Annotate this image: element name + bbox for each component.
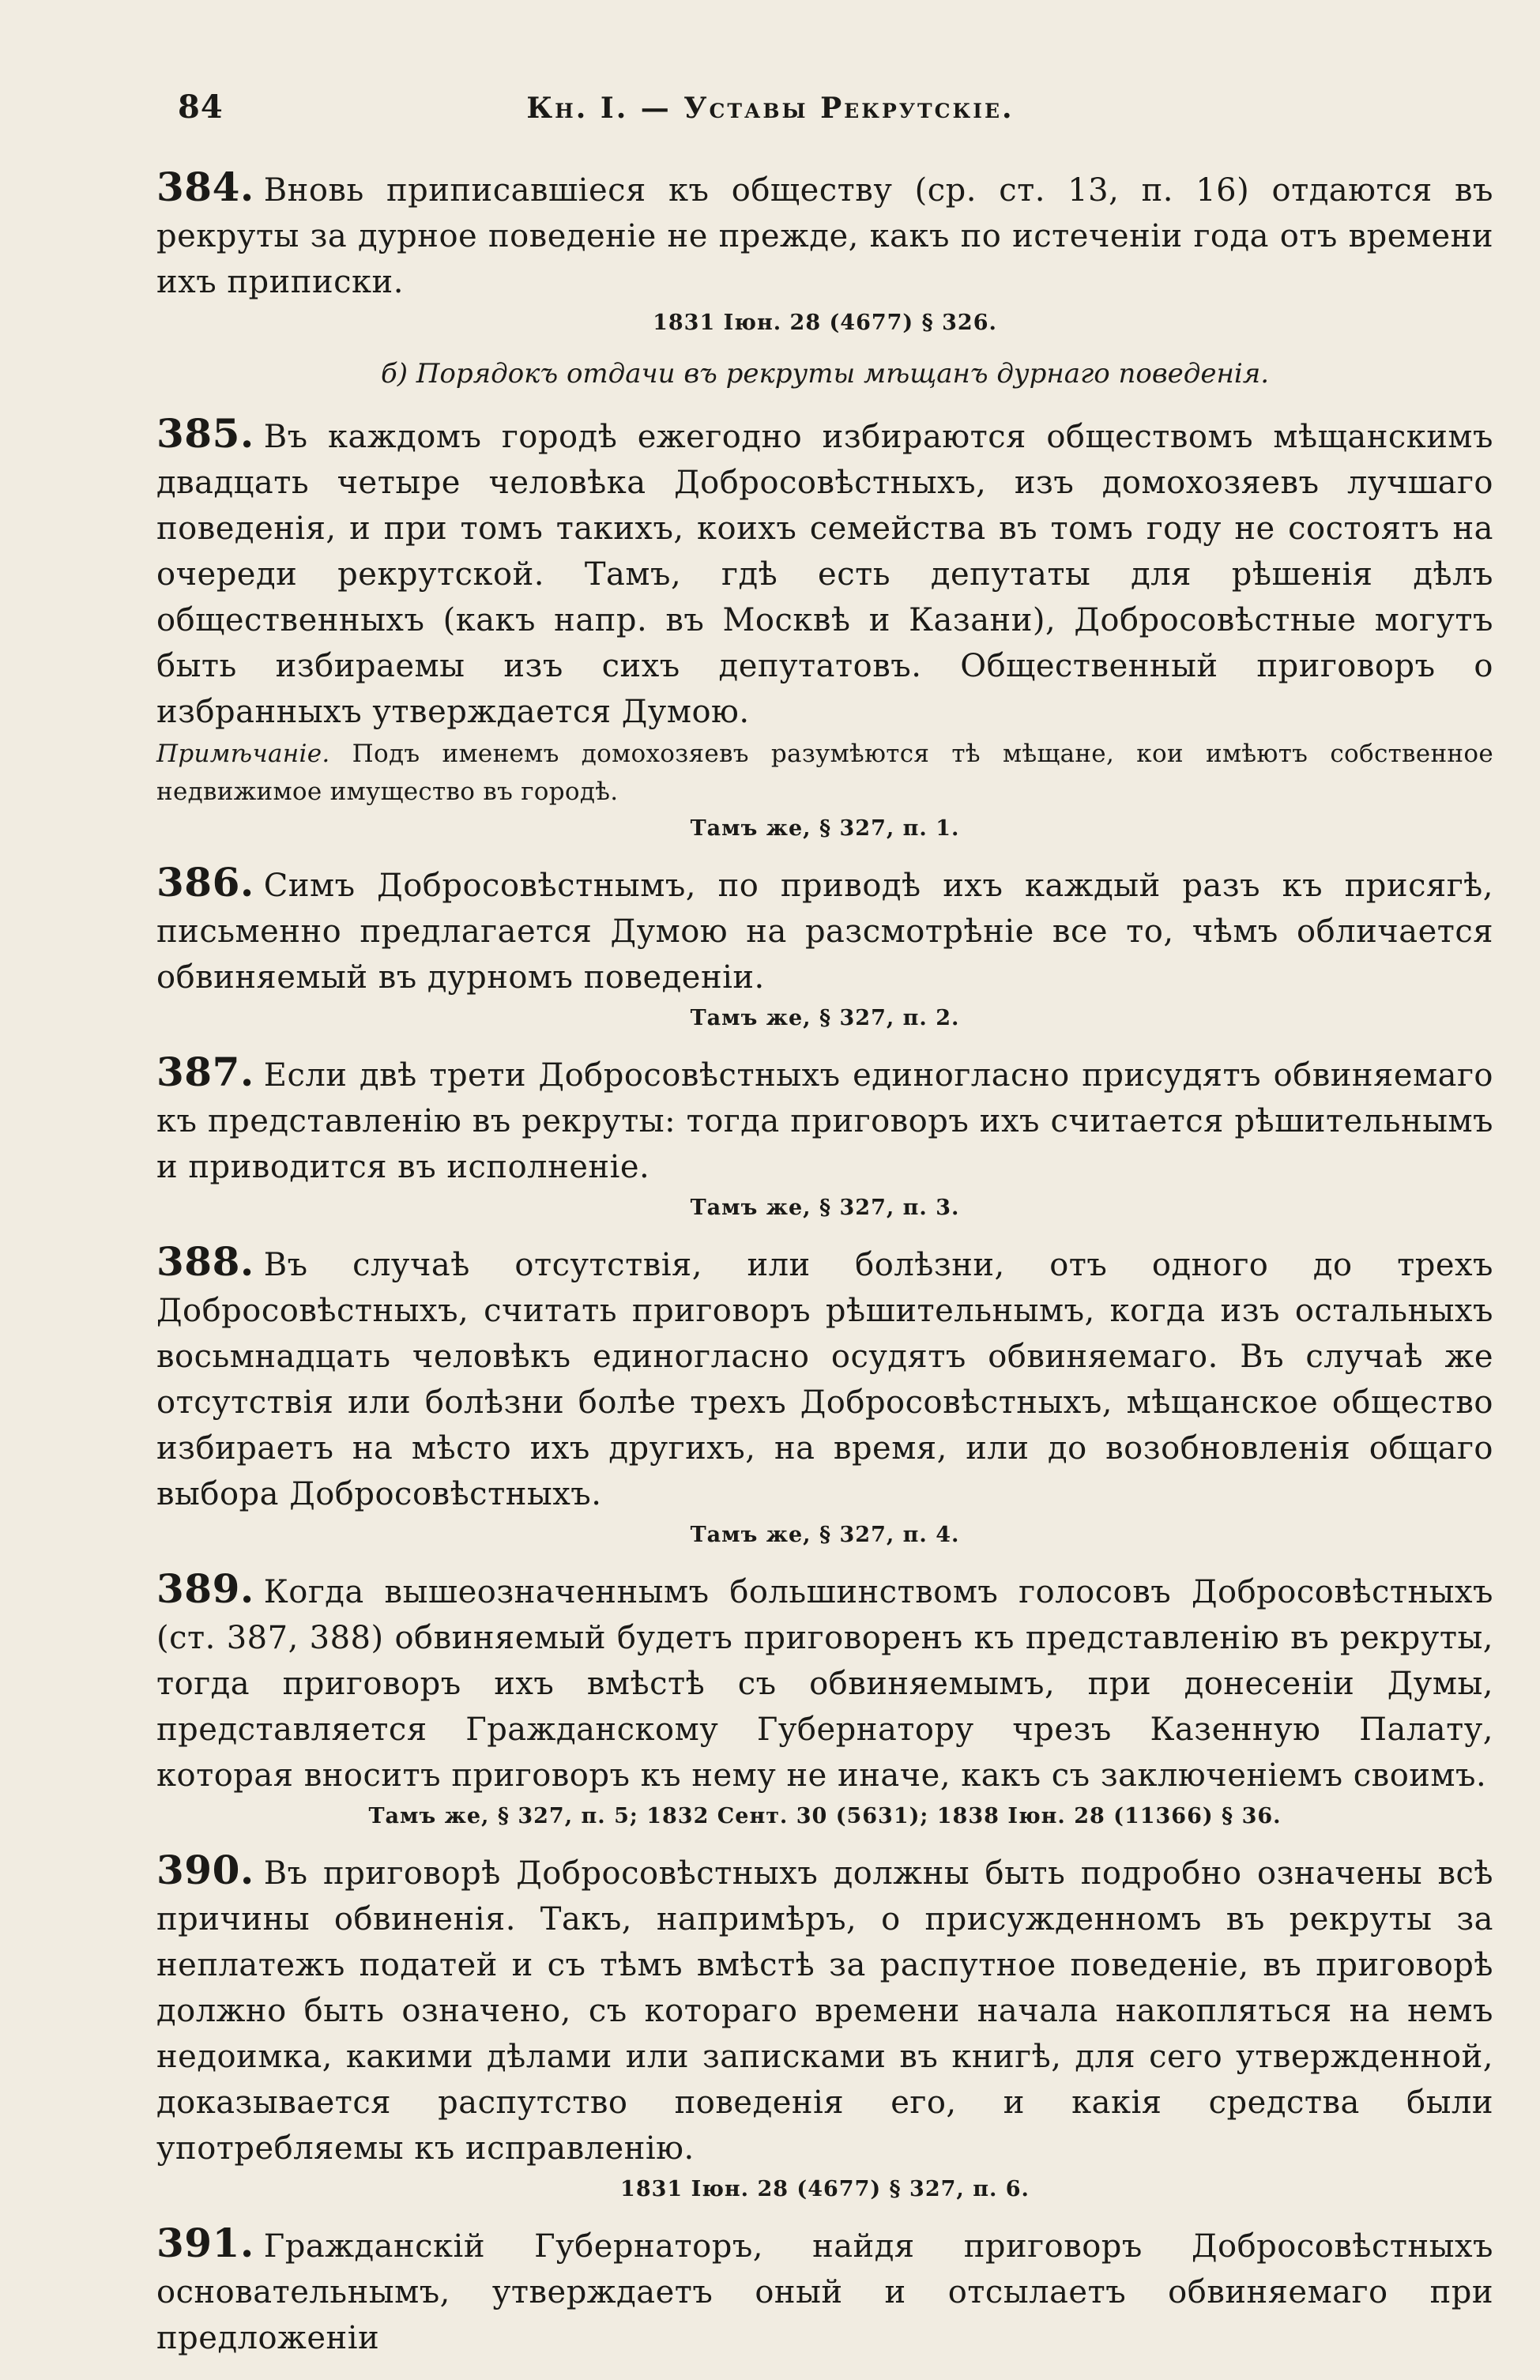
article-text: Вновь приписавшіеся къ обществу (ср. ст. 13, п. 16) отдаются въ рекруты за дурное поведеніе не прежде, какъ по истеченіи года отъ времени ихъ приписки. <box>156 172 1493 300</box>
article-text: Гражданскій Губернаторъ, найдя приговоръ Добросовѣстныхъ основательнымъ, утверждаетъ оный и отсылаетъ обвиняемаго при предложеніи <box>156 2228 1493 2356</box>
article-number: 388. <box>156 1238 254 1285</box>
note-label: Примѣчаніе. <box>156 740 330 768</box>
page-header <box>178 88 1363 136</box>
article-number: 389. <box>156 1565 254 1612</box>
article-386 <box>156 860 1493 1000</box>
article-number: 385. <box>156 410 254 457</box>
citation: Тамъ же, § 327, п. 3. <box>690 1196 960 1220</box>
article-391 <box>156 2220 1493 2361</box>
article-number: 384. <box>156 164 254 210</box>
article-number: 387. <box>156 1049 254 1095</box>
citation: Тамъ же, § 327, п. 1. <box>690 816 960 841</box>
note-text: Подъ именемъ домохозяевъ разумѣются тѣ мѣщане, кои имѣютъ собственное недвижимое имущество въ городѣ. <box>156 740 1493 806</box>
article-text: Въ случаѣ отсутствія, или болѣзни, отъ одного до трехъ Добросовѣстныхъ, считать приговоръ рѣшительнымъ, когда изъ остальныхъ восьмнадцать человѣкъ единогласно осудятъ обвиняемаго. Въ случаѣ же отсутствія или болѣзни болѣе трехъ Добросовѣстныхъ, мѣщанское общество избираетъ на мѣсто ихъ другихъ, на время, или до возобновленія общаго выбора Добросовѣстныхъ. <box>156 1247 1493 1512</box>
article-text: Если двѣ трети Добросовѣстныхъ единогласно присудятъ обвиняемаго къ представленію въ рекруты: тогда приговоръ ихъ считается рѣшительнымъ и приводится въ исполненіе. <box>156 1057 1493 1185</box>
article-number: 386. <box>156 859 254 906</box>
article-387 <box>156 1049 1493 1190</box>
article-388 <box>156 1239 1493 1517</box>
note <box>156 735 1493 811</box>
article-390 <box>156 1847 1493 2171</box>
page-body <box>156 164 1493 2361</box>
article-text: Когда вышеозначеннымъ большинствомъ голосовъ Добросовѣстныхъ (ст. 387, 388) обвиняемый будетъ приговоренъ къ представленію въ рекруты, тогда приговоръ ихъ вмѣстѣ съ обвиняемымъ, при донесеніи Думы, представляется Гражданскому Губернатору чрезъ Казенную Палату, которая вноситъ приговоръ къ нему не иначе, какъ съ заключеніемъ своимъ. <box>156 1574 1493 1794</box>
article-text: Симъ Добросовѣстнымъ, по приводѣ ихъ каждый разъ къ присягѣ, письменно предлагается Думою на разсмотрѣніе все то, чѣмъ обличается обвиняемый въ дурномъ поведеніи. <box>156 868 1493 996</box>
article-text: Въ каждомъ городѣ ежегодно избираются обществомъ мѣщанскимъ двадцать четыре человѣка Добросовѣстныхъ, изъ домохозяевъ лучшаго поведенія, и при томъ такихъ, коихъ семейства въ томъ году не состоятъ на очереди рекрутской. Тамъ, гдѣ есть депутаты для рѣшенія дѣлъ общественныхъ (какъ напр. въ Москвѣ и Казани), Добросовѣстные могутъ быть избираемы изъ сихъ депутатовъ. Общественный приговоръ о избранныхъ утверждается Думою. <box>156 419 1493 730</box>
citation: 1831 Іюн. 28 (4677) § 326. <box>653 311 997 335</box>
article-389 <box>156 1566 1493 1798</box>
running-title: Кн. I. — Уставы Рекрутскіе. <box>526 92 1015 125</box>
article-number: 390. <box>156 1847 254 1893</box>
article-text: Въ приговорѣ Добросовѣстныхъ должны быть подробно означены всѣ причины обвиненія. Такъ, напримѣръ, о присужденномъ въ рекруты за неплатежъ податей и съ тѣмъ вмѣстѣ за распутное поведеніе, въ приговорѣ должно быть означено, съ котораго времени начала накопляться на немъ недоимка, какими дѣлами или записками въ книгѣ, для сего утвержденной, доказывается распутство поведенія его, и какія средства были употребляемы къ исправленію. <box>156 1855 1493 2167</box>
page-number: 84 <box>178 88 224 126</box>
citation: 1831 Іюн. 28 (4677) § 327, п. 6. <box>620 2177 1030 2201</box>
section-subheading: б) Порядокъ отдачи въ рекруты мѣщанъ дурнаго поведенія. <box>380 358 1270 390</box>
article-385 <box>156 411 1493 735</box>
citation: Тамъ же, § 327, п. 5; 1832 Сент. 30 (5631); 1838 Іюн. 28 (11366) § 36. <box>368 1804 1282 1828</box>
citation: Тамъ же, § 327, п. 4. <box>690 1523 960 1547</box>
article-number: 391. <box>156 2220 254 2266</box>
article-384 <box>156 164 1493 305</box>
citation: Тамъ же, § 327, п. 2. <box>690 1006 960 1030</box>
